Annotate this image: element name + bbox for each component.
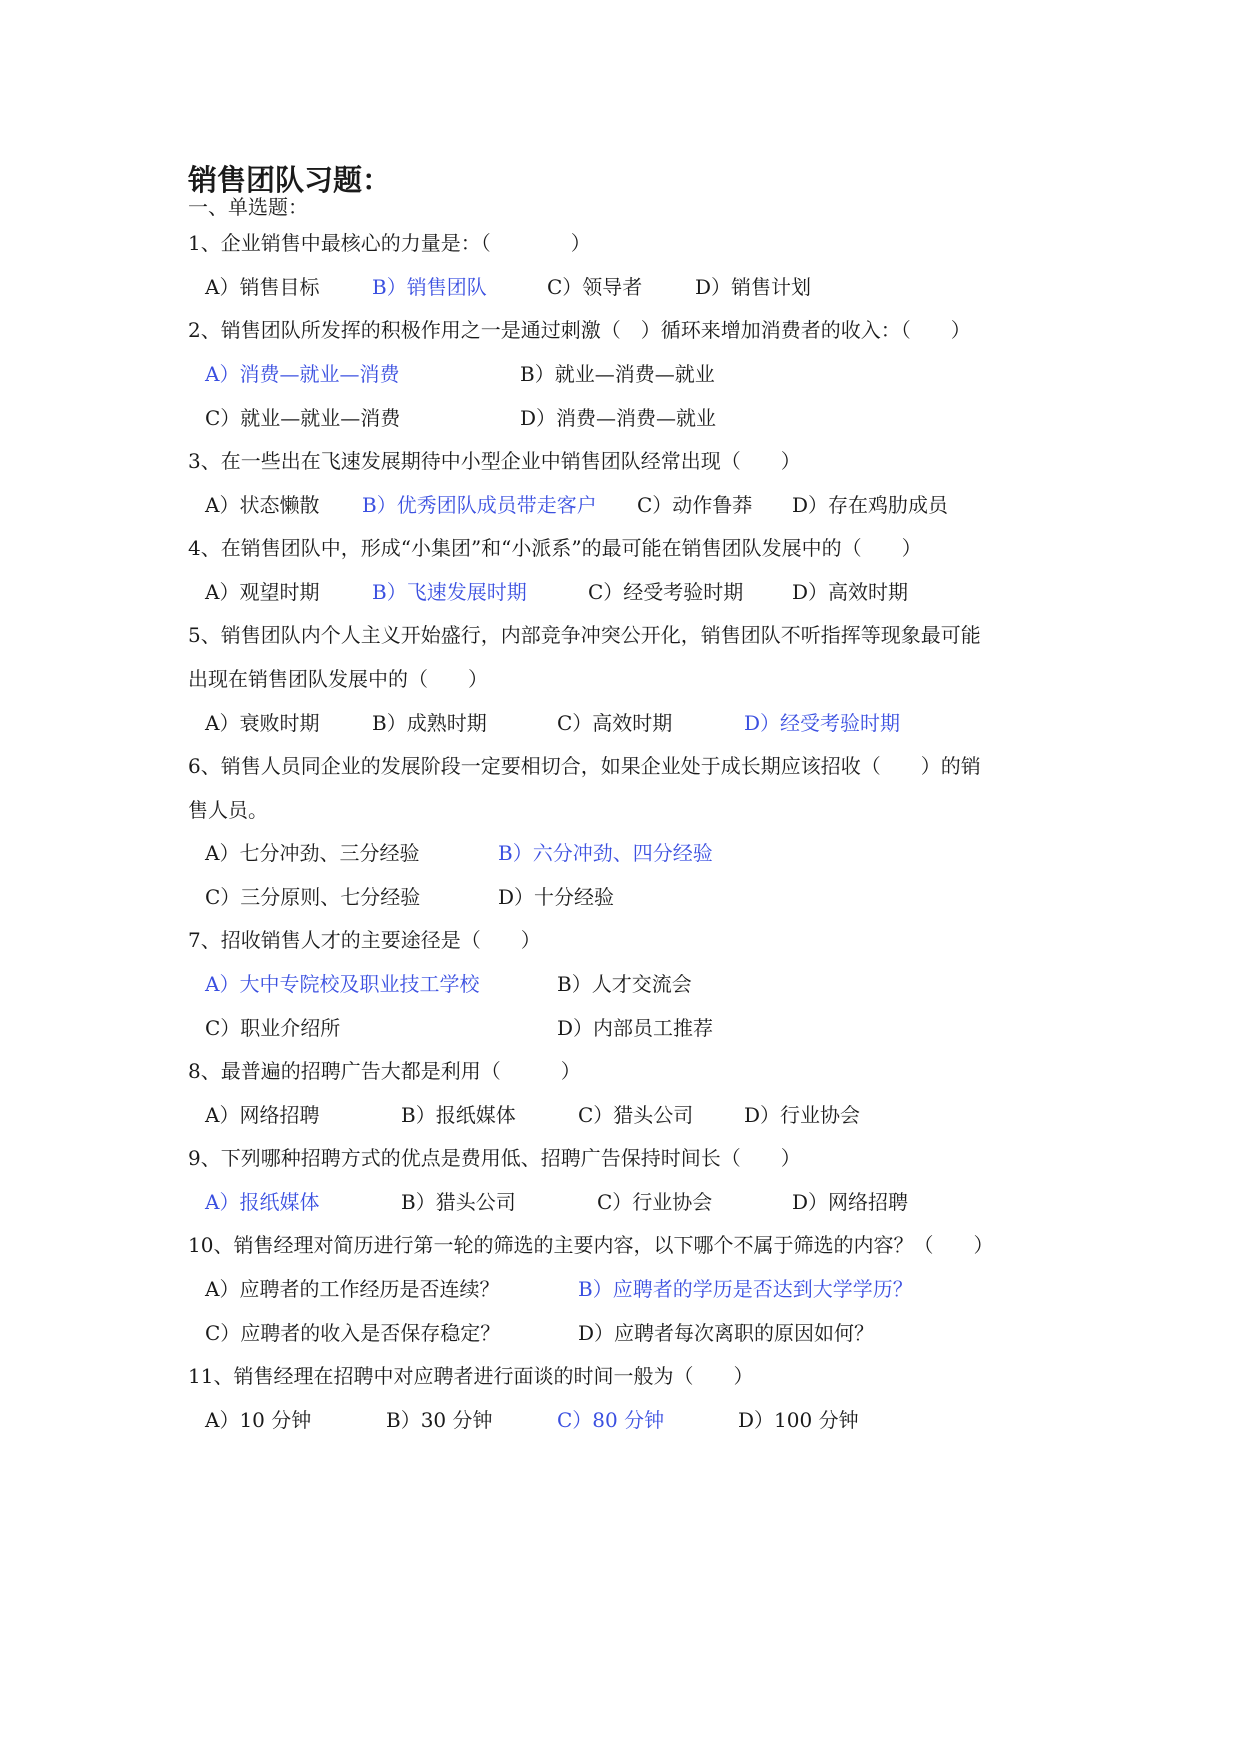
question-6-option-d: D）十分经验 bbox=[498, 885, 615, 909]
question-5-stem-line-1: 5、销售团队内个人主义开始盛行，内部竞争冲突公开化，销售团队不听指挥等现象最可能 bbox=[188, 623, 981, 647]
question-8-option-b: B）报纸媒体 bbox=[401, 1103, 516, 1127]
question-7-stem: 7、招收销售人才的主要途径是（ ） bbox=[188, 928, 541, 952]
question-4-stem: 4、在销售团队中，形成“小集团”和“小派系”的最可能在销售团队发展中的（ ） bbox=[188, 536, 922, 560]
question-5-stem-line-2: 出现在销售团队发展中的（ ） bbox=[188, 667, 488, 691]
question-7-option-d: D）内部员工推荐 bbox=[557, 1016, 714, 1040]
question-3-option-d: D）存在鸡肋成员 bbox=[792, 493, 949, 517]
question-11-option-c: C）80 分钟 bbox=[557, 1408, 665, 1432]
section-heading: 一、单选题： bbox=[188, 195, 308, 219]
question-4-option-a: A）观望时期 bbox=[205, 580, 320, 604]
question-11-option-a: A）10 分钟 bbox=[205, 1408, 312, 1432]
question-7-option-b: B）人才交流会 bbox=[557, 972, 692, 996]
question-10-option-a: A）应聘者的工作经历是否连续？ bbox=[205, 1277, 500, 1301]
question-4-option-d: D）高效时期 bbox=[792, 580, 909, 604]
page-title: 销售团队习题： bbox=[188, 163, 392, 197]
question-7-option-c: C）职业介绍所 bbox=[205, 1016, 341, 1040]
question-1-option-d: D）销售计划 bbox=[695, 275, 812, 299]
question-10-option-c: C）应聘者的收入是否保存稳定？ bbox=[205, 1321, 501, 1345]
question-4-option-c: C）经受考验时期 bbox=[588, 580, 744, 604]
question-10-option-b: B）应聘者的学历是否达到大学学历？ bbox=[578, 1277, 913, 1301]
question-9-option-a: A）报纸媒体 bbox=[205, 1190, 320, 1214]
question-1-option-b: B）销售团队 bbox=[372, 275, 487, 299]
question-5-option-b: B）成熟时期 bbox=[372, 711, 487, 735]
question-1-option-a: A）销售目标 bbox=[205, 275, 320, 299]
question-6-option-a: A）七分冲劲、三分经验 bbox=[205, 841, 420, 865]
question-2-option-c: C）就业—就业—消费 bbox=[205, 406, 401, 430]
question-3-stem: 3、在一些出在飞速发展期待中小型企业中销售团队经常出现（ ） bbox=[188, 449, 801, 473]
question-1-option-c: C）领导者 bbox=[547, 275, 643, 299]
question-1-stem: 1、企业销售中最核心的力量是：（ ） bbox=[188, 231, 591, 255]
question-10-option-d: D）应聘者每次离职的原因如何？ bbox=[578, 1321, 875, 1345]
question-5-option-a: A）衰败时期 bbox=[205, 711, 320, 735]
question-4-option-b: B）飞速发展时期 bbox=[372, 580, 527, 604]
question-5-option-c: C）高效时期 bbox=[557, 711, 673, 735]
question-8-stem: 8、最普遍的招聘广告大都是利用（ ） bbox=[188, 1059, 581, 1083]
question-3-option-a: A）状态懒散 bbox=[205, 493, 320, 517]
question-2-option-d: D）消费—消费—就业 bbox=[520, 406, 717, 430]
question-2-stem: 2、销售团队所发挥的积极作用之一是通过刺激（ ）循环来增加消费者的收入：（ ） bbox=[188, 318, 971, 342]
question-9-option-b: B）猎头公司 bbox=[401, 1190, 516, 1214]
question-6-option-c: C）三分原则、七分经验 bbox=[205, 885, 421, 909]
question-8-option-a: A）网络招聘 bbox=[205, 1103, 320, 1127]
question-10-stem: 10、销售经理对简历进行第一轮的筛选的主要内容，以下哪个不属于筛选的内容？（ ） bbox=[188, 1233, 994, 1257]
question-2-option-b: B）就业—消费—就业 bbox=[520, 362, 715, 386]
question-3-option-c: C）动作鲁莽 bbox=[637, 493, 753, 517]
question-6-stem-line-1: 6、销售人员同企业的发展阶段一定要相切合，如果企业处于成长期应该招收（ ）的销 bbox=[188, 754, 981, 778]
question-11-stem: 11、销售经理在招聘中对应聘者进行面谈的时间一般为（ ） bbox=[188, 1364, 754, 1388]
question-6-stem-line-2: 售人员。 bbox=[188, 798, 268, 822]
question-8-option-c: C）猎头公司 bbox=[578, 1103, 694, 1127]
question-9-option-c: C）行业协会 bbox=[597, 1190, 713, 1214]
question-9-stem: 9、下列哪种招聘方式的优点是费用低、招聘广告保持时间长（ ） bbox=[188, 1146, 801, 1170]
question-11-option-d: D）100 分钟 bbox=[738, 1408, 859, 1432]
question-8-option-d: D）行业协会 bbox=[744, 1103, 861, 1127]
question-7-option-a: A）大中专院校及职业技工学校 bbox=[205, 972, 480, 996]
question-11-option-b: B）30 分钟 bbox=[386, 1408, 493, 1432]
question-6-option-b: B）六分冲劲、四分经验 bbox=[498, 841, 713, 865]
question-3-option-b: B）优秀团队成员带走客户 bbox=[362, 493, 597, 517]
question-5-option-d: D）经受考验时期 bbox=[744, 711, 901, 735]
question-2-option-a: A）消费—就业—消费 bbox=[205, 362, 400, 386]
question-9-option-d: D）网络招聘 bbox=[792, 1190, 909, 1214]
